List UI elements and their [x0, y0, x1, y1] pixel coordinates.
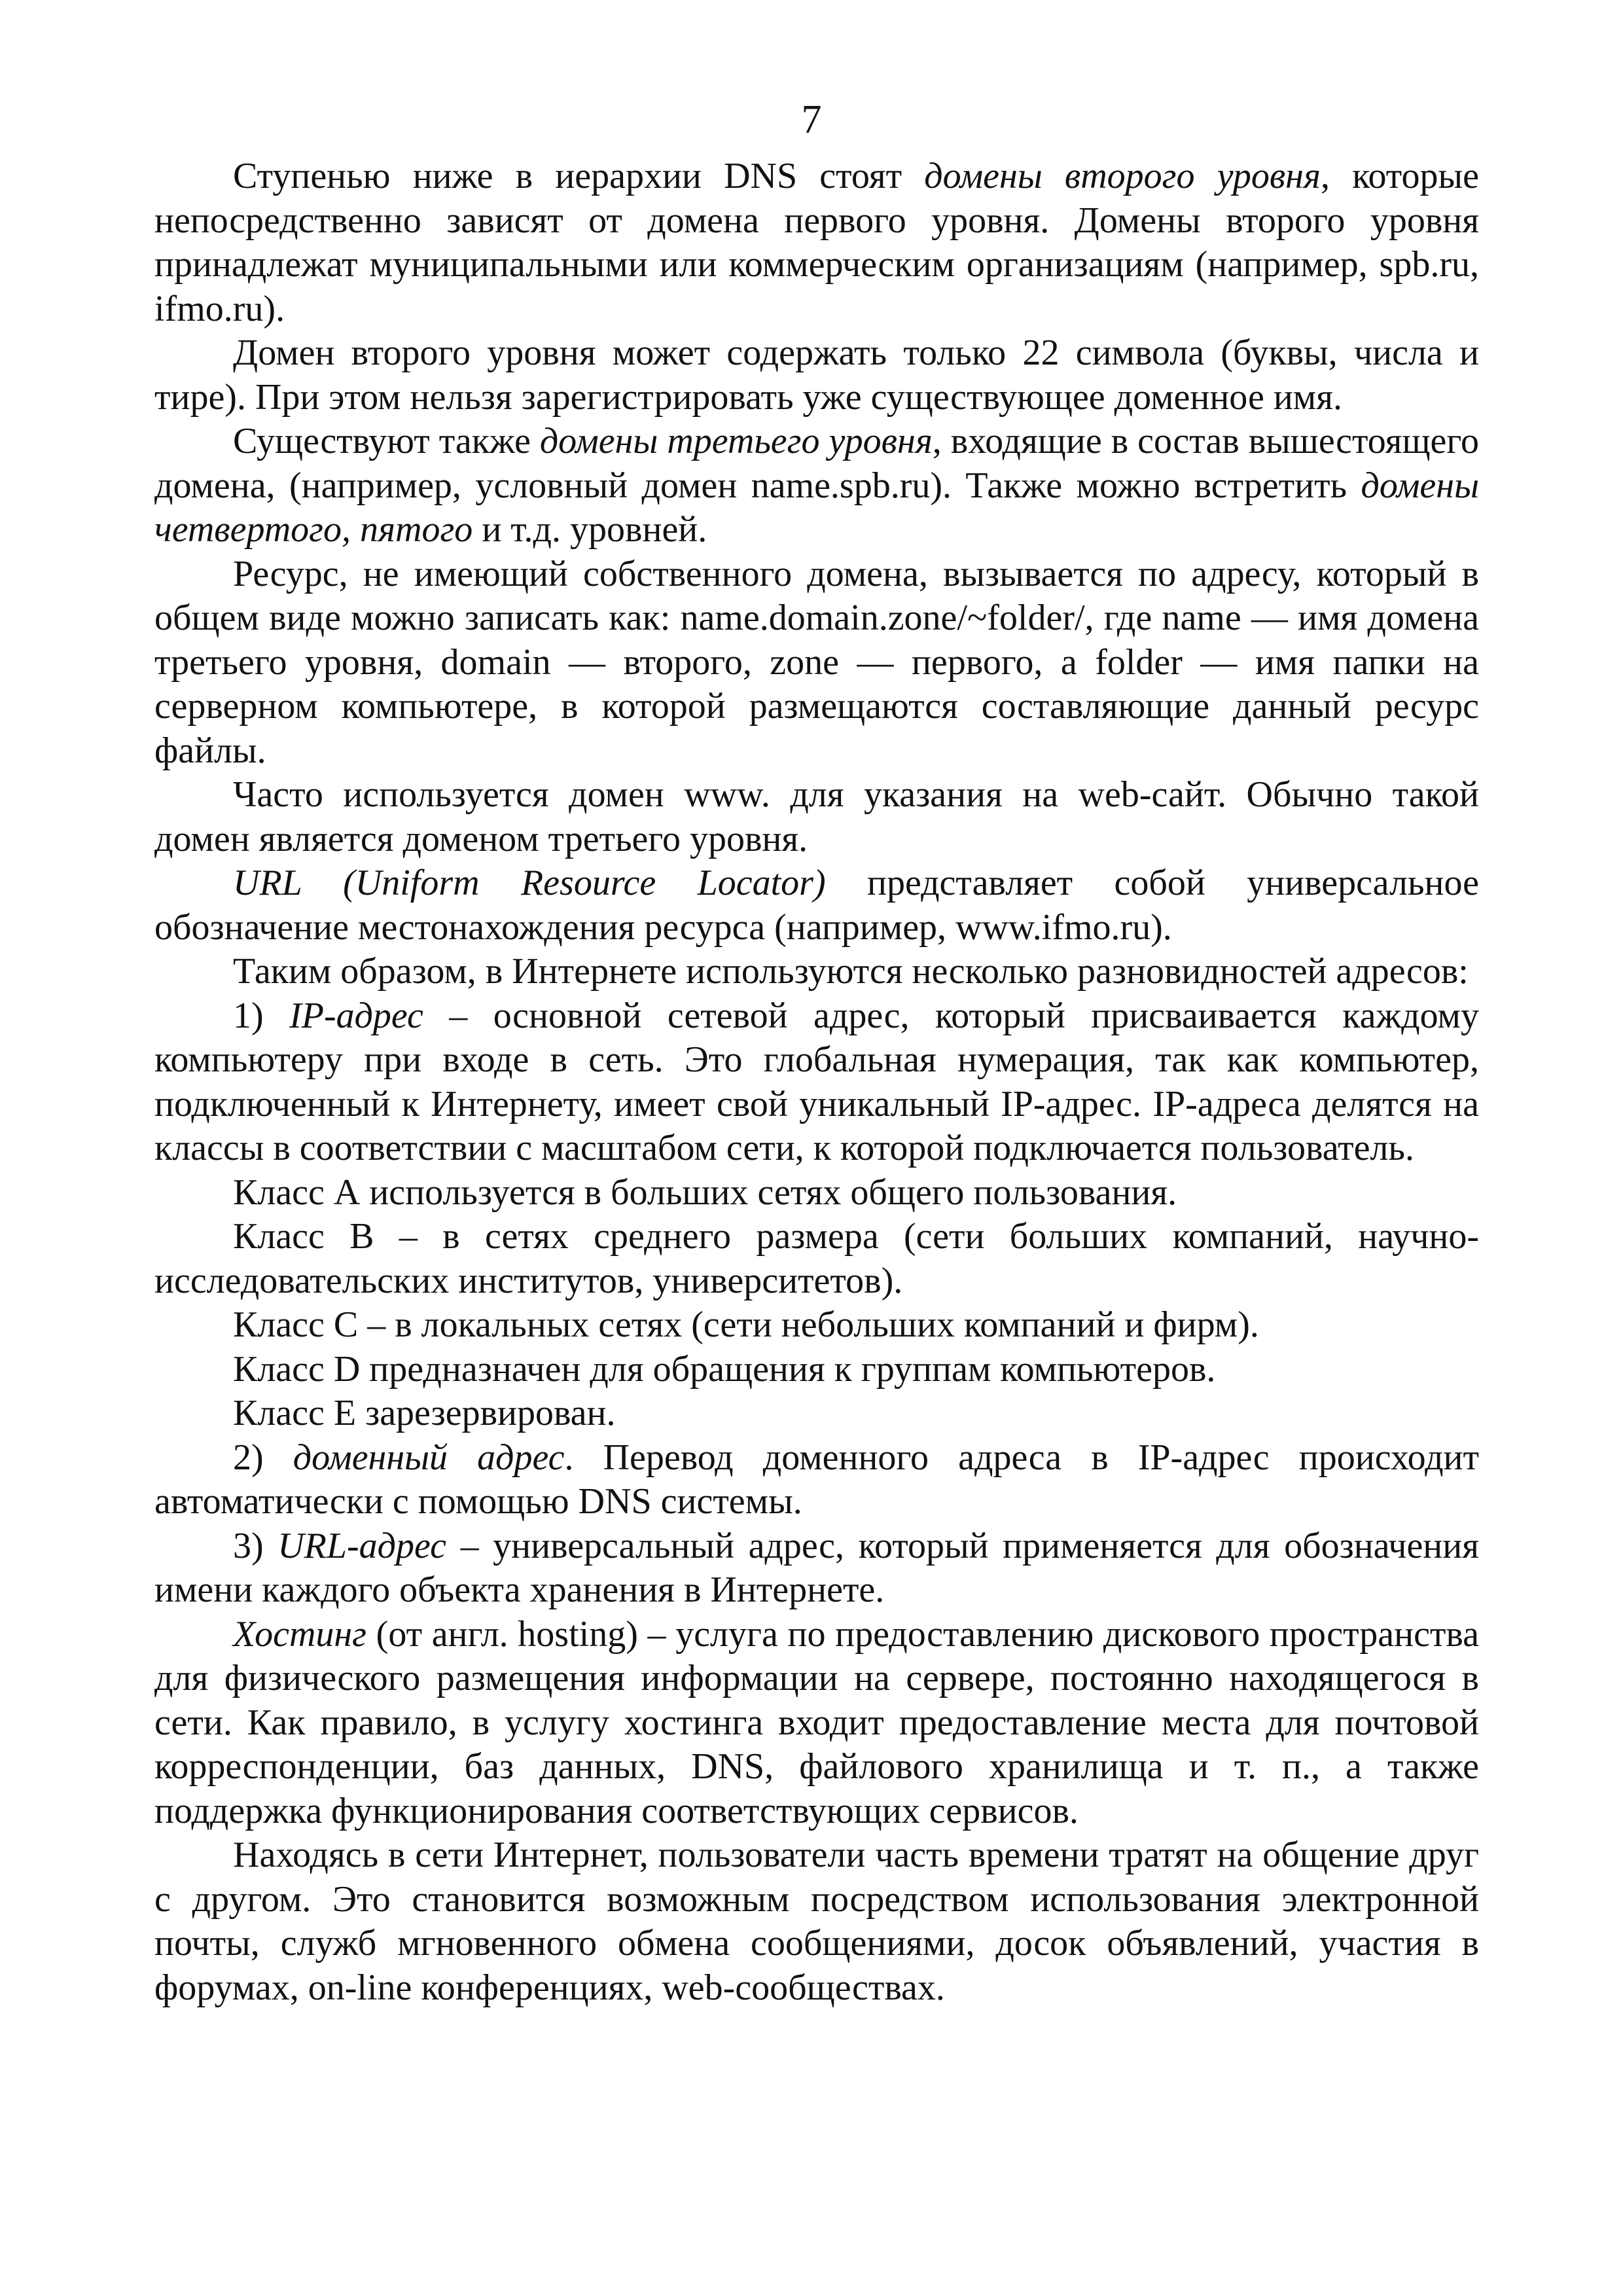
text-run: представляет собой универсальное обозначение местонахождения ресурса (например, www.ifmo.ru).: [154, 863, 1479, 948]
text-run: , входящие в состав вышестоящего домена, (например, условный домен name.spb.ru). Также можно встретить: [154, 421, 1479, 506]
paragraph: [154, 1613, 1479, 1834]
text-run: Класс А используется в больших сетях общего пользования.: [233, 1172, 1177, 1213]
italic-term: IP-адрес: [289, 995, 423, 1036]
italic-term: домены второго уровня: [924, 156, 1321, 196]
text-run: – универсальный адрес, который применяется для обозначения имени каждого объекта хранения в Интернете.: [154, 1525, 1479, 1610]
text-run: (от англ. hosting) – услуга по предоставлению дискового пространства для физического размещения информации на сервере, постоянно находящегося в сети. Как правило, в услугу хостинга входит предоставление места для почтовой корреспонденции, баз данных, DNS, файлового хранилища и т. п., а также поддержка функционирования соответствующих сервисов.: [154, 1613, 1479, 1831]
text-run: Таким образом, в Интернете используются несколько разновидностей адресов:: [233, 951, 1469, 992]
text-run: Часто используется домен www. для указания на web-сайт. Обычно такой домен является доменом третьего уровня.: [154, 774, 1479, 859]
text-run: – основной сетевой адрес, который присваивается каждому компьютеру при входе в сеть. Это глобальная нумерация, так как компьютер, подключенный к Интернету, имеет свой уникальный IP-адрес. IP-адреса делятся на классы в соответствии с масштабом сети, к которой подключается пользователь.: [154, 995, 1479, 1168]
text-run: Домен второго уровня может содержать только 22 символа (буквы, числа и тире). При этом нельзя зарегистрировать уже существующее доменное имя.: [154, 332, 1479, 418]
text-run: Ресурс, не имеющий собственного домена, вызывается по адресу, который в общем виде можно записать как: name.domain.zone/~folder/, где name — имя домена третьего уровня, domain — второго, zone — первого, а folder — имя папки на серверном компьютере, в которой размещаются составляющие данный ресурс файлы.: [154, 553, 1479, 771]
paragraph: [154, 1348, 1479, 1392]
paragraph: [154, 154, 1479, 331]
italic-term: доменный адрес: [293, 1437, 565, 1478]
text-run: и т.д. уровней.: [473, 509, 707, 550]
document-body: [154, 154, 1479, 2010]
paragraph: [154, 1833, 1479, 2010]
text-run: 3): [233, 1525, 278, 1566]
paragraph: [154, 861, 1479, 950]
italic-term: Хостинг: [233, 1613, 367, 1655]
paragraph: [154, 1391, 1479, 1436]
paragraph: [154, 1524, 1479, 1613]
paragraph: [154, 1436, 1479, 1524]
italic-term: URL (Uniform Resource Locator): [233, 863, 826, 903]
text-run: Класс D предназначен для обращения к группам компьютеров.: [233, 1348, 1216, 1390]
page-number: 7: [801, 98, 822, 142]
paragraph: [154, 950, 1479, 994]
text-run: Ступенью ниже в иерархии DNS стоят: [233, 156, 925, 196]
italic-term: URL-адрес: [277, 1525, 446, 1566]
paragraph: [154, 420, 1479, 552]
text-run: Существуют также: [233, 421, 540, 461]
text-run: 2): [233, 1437, 293, 1478]
paragraph: [154, 331, 1479, 420]
text-run: Класс С – в локальных сетях (сети небольших компаний и фирм).: [233, 1304, 1259, 1345]
text-run: Класс В – в сетях среднего размера (сети больших компаний, научно-исследовательских институтов, университетов).: [154, 1216, 1479, 1301]
text-run: Находясь в сети Интернет, пользователи часть времени тратят на общение друг с другом. Это становится возможным посредством использования электронной почты, служб мгновенного обмена сообщениями, досок объявлений, участия в форумах, on-line конференциях, web-сообществах.: [154, 1835, 1479, 2008]
paragraph: [154, 1215, 1479, 1303]
text-run: , которые непосредственно зависят от домена первого уровня. Домены второго уровня принадлежат муниципальными или коммерческим организациям (например, spb.ru, ifmo.ru).: [154, 156, 1479, 329]
paragraph: [154, 552, 1479, 774]
paragraph: [154, 1171, 1479, 1215]
text-run: Класс Е зарезервирован.: [233, 1393, 616, 1433]
paragraph: [154, 994, 1479, 1171]
text-run: 1): [233, 995, 290, 1036]
italic-term: домены четвертого, пятого: [154, 465, 1479, 550]
paragraph: [154, 1303, 1479, 1348]
text-run: . Перевод доменного адреса в IP-адрес происходит автоматически с помощью DNS системы.: [154, 1437, 1479, 1522]
italic-term: домены третьего уровня: [539, 421, 933, 461]
paragraph: [154, 773, 1479, 861]
